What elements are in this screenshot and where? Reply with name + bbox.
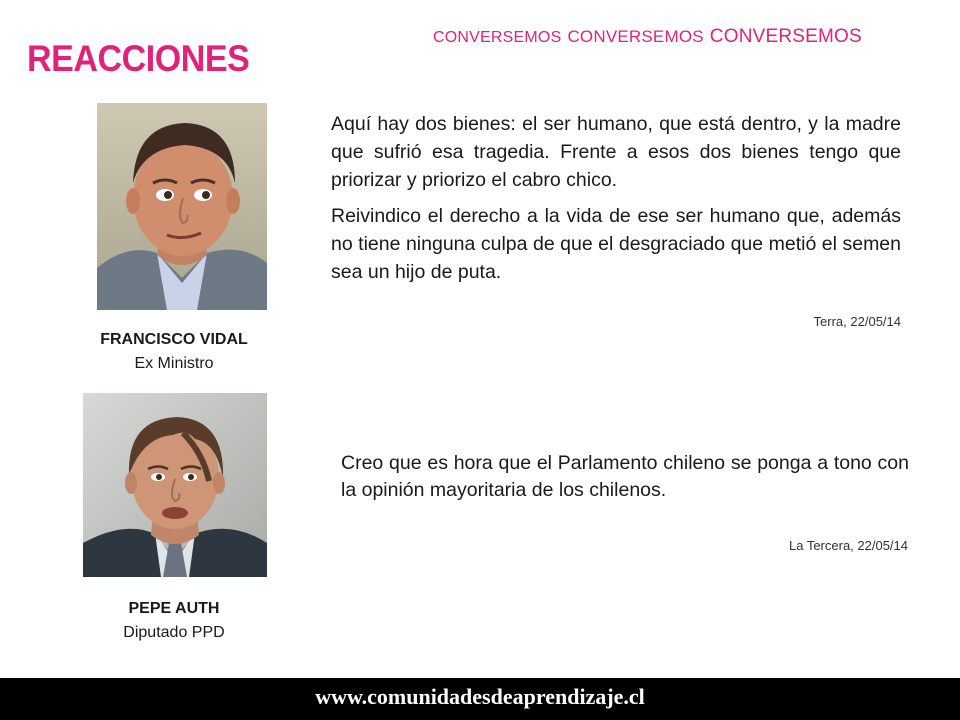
header-tagline — [433, 26, 868, 48]
quote-paragraph: Aquí hay dos bienes: el ser humano, que está dentro, y la madre que sufrió esa tragedia. Frente a esos dos bienes tengo que priorizar y priorizo el cabro chico. — [331, 113, 901, 191]
tagline-word: CONVERSEMOS — [567, 27, 704, 46]
person-role: Ex Ministro — [134, 355, 214, 372]
quote-francisco-vidal — [331, 110, 901, 286]
portrait-photo-icon — [83, 393, 267, 577]
person-role: Diputado PPD — [123, 624, 225, 641]
page-title: REACCIONES — [27, 38, 250, 79]
tagline-word: CONVERSEMOS — [433, 29, 562, 46]
person-name: PEPE AUTH — [128, 600, 220, 617]
quote-paragraph: Creo que es hora que el Parlamento chileno se ponga a tono con la opinión mayoritaria de los chilenos. — [341, 452, 909, 501]
portrait-photo-pepe-auth — [83, 393, 267, 577]
person-name: FRANCISCO VIDAL — [100, 331, 248, 348]
footer-bar — [0, 678, 960, 720]
footer-url-link[interactable]: www.comunidadesdeaprendizaje.cl — [315, 684, 645, 709]
portrait-photo-icon — [97, 103, 267, 310]
quote-pepe-auth — [341, 450, 909, 504]
portrait-photo-francisco-vidal — [97, 103, 267, 310]
quote-source: Terra, 22/05/14 — [813, 314, 901, 329]
quote-paragraph: Reivindico el derecho a la vida de ese ser humano que, además no tiene ninguna culpa de que el desgraciado que metió el semen sea un hijo de puta. — [331, 205, 901, 283]
tagline-word: CONVERSEMOS — [709, 26, 862, 47]
quote-source: La Tercera, 22/05/14 — [788, 538, 908, 553]
